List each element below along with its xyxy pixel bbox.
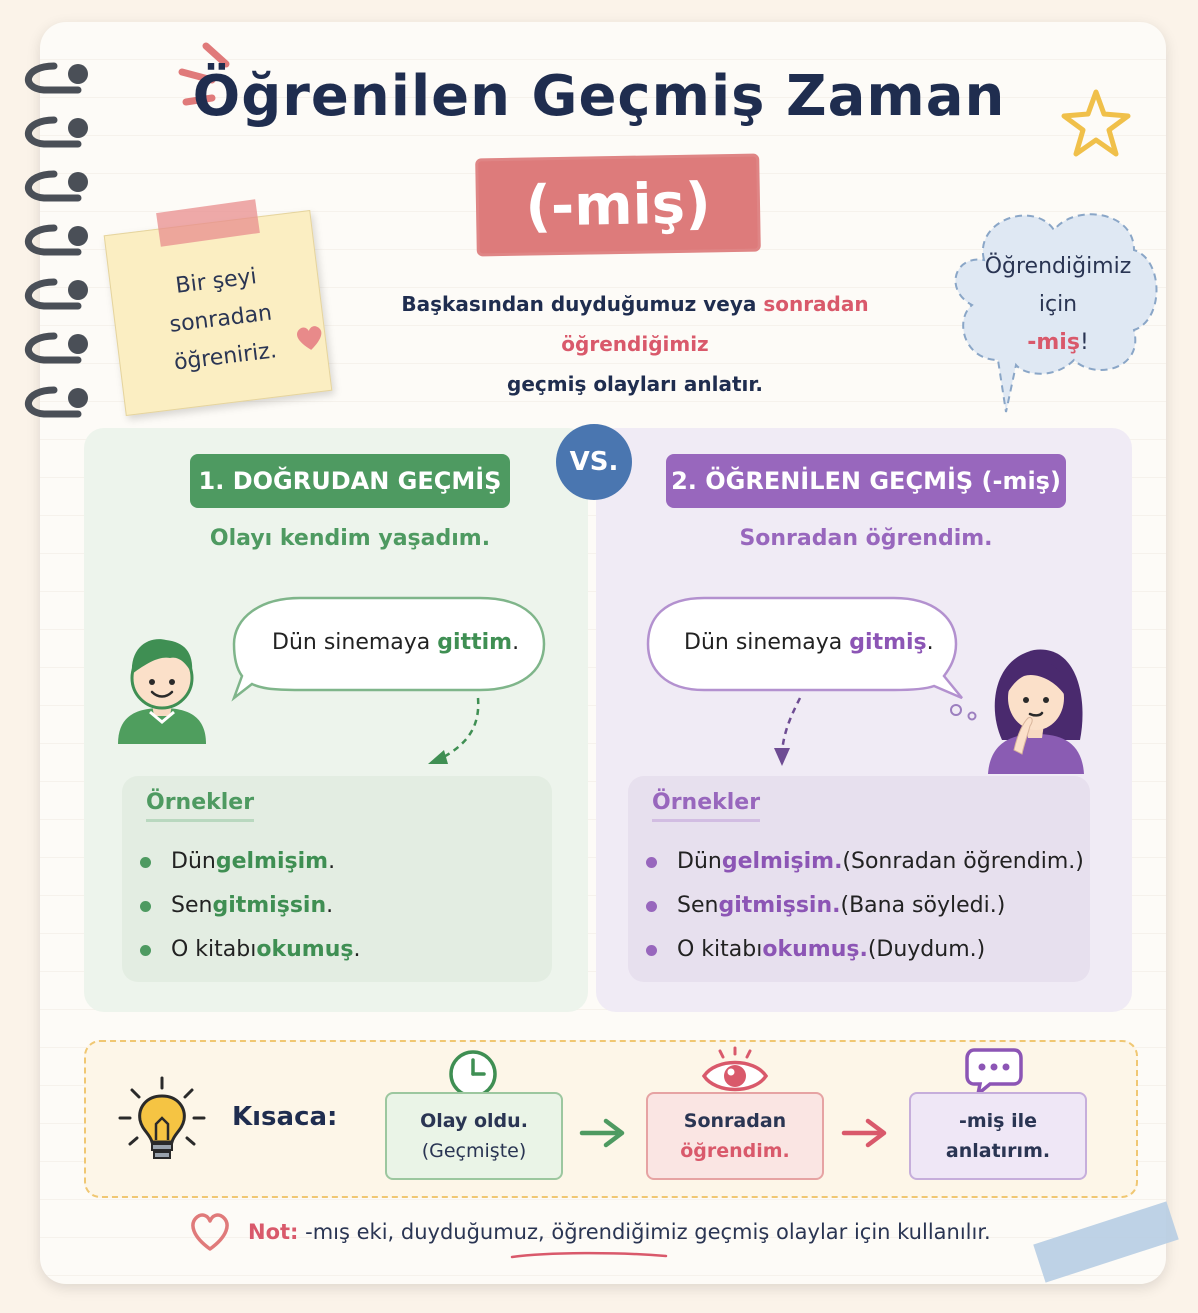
reported-past-badge: 2. ÖĞRENİLEN GEÇMİŞ (-miş) [666, 454, 1066, 508]
sticky-note [104, 210, 333, 416]
direct-past-subtitle: Olayı kendim yaşadım. [209, 526, 491, 551]
example-verb: gelmişim [215, 849, 329, 874]
girl-avatar [984, 640, 1088, 774]
arrow-right-icon [578, 1116, 628, 1150]
note-text [248, 1220, 991, 1244]
summary-label: Kısaca: [232, 1102, 338, 1132]
list-item [140, 928, 360, 972]
cloud-text [968, 248, 1148, 362]
bullet-icon [140, 901, 151, 912]
summary-step-1 [385, 1092, 563, 1180]
example-pre: Dün [677, 849, 722, 874]
step-3-line-2: anlatırım. [945, 1140, 1051, 1162]
example-post: . [326, 893, 334, 918]
examples-title-right: Örnekler [652, 790, 760, 822]
intro-highlight: sonradan öğrendiğimiz [561, 292, 869, 356]
dashed-arrow-left-icon [420, 694, 490, 770]
list-item [140, 840, 360, 884]
example-verb: gitmişsin. [718, 893, 841, 918]
example-post: . [328, 849, 336, 874]
bubble-right-plain: Dün sinemaya [684, 630, 850, 655]
intro-part-2: geçmiş olayları anlatır. [507, 372, 763, 396]
cloud-end: ! [1079, 330, 1089, 355]
cloud-highlight: -miş [1027, 330, 1080, 355]
list-item [140, 884, 360, 928]
bullet-icon [140, 945, 151, 956]
example-pre: O kitabı [171, 937, 257, 962]
example-verb: gelmişim. [721, 849, 843, 874]
example-post: (Duydum.) [867, 937, 986, 962]
example-pre: Sen [171, 893, 213, 918]
example-pre: Sen [677, 893, 719, 918]
sticky-line-3: öğreniriz. [172, 338, 279, 376]
step-1-line-2: (Geçmişte) [421, 1140, 527, 1162]
heart-icon [293, 322, 326, 353]
example-post: . [353, 937, 361, 962]
vs-badge: VS. [556, 424, 632, 500]
example-pre: O kitabı [677, 937, 763, 962]
bullet-icon [140, 857, 151, 868]
note-label: Not: [248, 1220, 299, 1244]
step-2-line-1: Sonradan [683, 1110, 787, 1132]
reported-past-subtitle: Sonradan öğrendim. [739, 526, 993, 551]
suffix-tag: (-miş) [475, 154, 761, 257]
bubble-left-plain: Dün sinemaya [272, 630, 438, 655]
bubble-right-end: . [926, 630, 934, 655]
star-icon [1060, 88, 1132, 160]
bubble-left-highlight: gittim [437, 630, 513, 655]
sticky-line-1: Bir şeyi [174, 264, 259, 299]
heart-outline-icon [188, 1212, 232, 1252]
example-post: (Sonradan öğrendim.) [842, 849, 1084, 874]
underline-squiggle-icon [508, 1248, 670, 1262]
step-3-line-1: -miş ile [958, 1110, 1038, 1132]
eye-icon [700, 1046, 770, 1096]
bullet-icon [646, 945, 657, 956]
dashed-arrow-right-icon [770, 694, 810, 770]
examples-box-right [628, 776, 1090, 982]
example-pre: Dün [171, 849, 216, 874]
intro-text [340, 284, 930, 404]
sticky-line-2: sonradan [168, 300, 274, 338]
step-2-line-2: öğrendim. [680, 1140, 790, 1162]
bubble-right-highlight: gitmiş [849, 630, 927, 655]
example-verb: okumuş [256, 937, 354, 962]
cloud-line-1: Öğrendiğimiz [984, 254, 1132, 279]
example-verb: okumuş. [762, 937, 868, 962]
page-title: Öğrenilen Geçmiş Zaman [192, 64, 1006, 129]
step-1-line-1: Olay oldu. [420, 1110, 528, 1132]
lightbulb-icon [116, 1074, 208, 1166]
examples-title-left: Örnekler [146, 790, 254, 822]
summary-step-2 [646, 1092, 824, 1180]
boy-avatar [114, 632, 210, 744]
list-item [646, 928, 1084, 972]
example-post: (Bana söyledi.) [840, 893, 1006, 918]
bubble-text-right [684, 630, 934, 655]
chat-bubble-icon [964, 1046, 1024, 1096]
cloud-line-2: için [1038, 292, 1078, 317]
arrow-right-icon [840, 1116, 890, 1150]
summary-step-3 [909, 1092, 1087, 1180]
list-item [646, 884, 1084, 928]
thought-dots-icon [948, 700, 980, 724]
bullet-icon [646, 901, 657, 912]
note-body: -mış eki, duyduğumuz, öğrendiğimiz geçmiş olaylar için kullanılır. [298, 1220, 991, 1244]
bubble-text-left [272, 630, 519, 655]
intro-part-1: Başkasından duyduğumuz veya [401, 292, 764, 316]
bubble-left-end: . [512, 630, 520, 655]
bullet-icon [646, 857, 657, 868]
example-verb: gitmişsin [212, 893, 327, 918]
list-item [646, 840, 1084, 884]
examples-box-left [122, 776, 552, 982]
direct-past-badge: 1. DOĞRUDAN GEÇMİŞ [190, 454, 510, 508]
